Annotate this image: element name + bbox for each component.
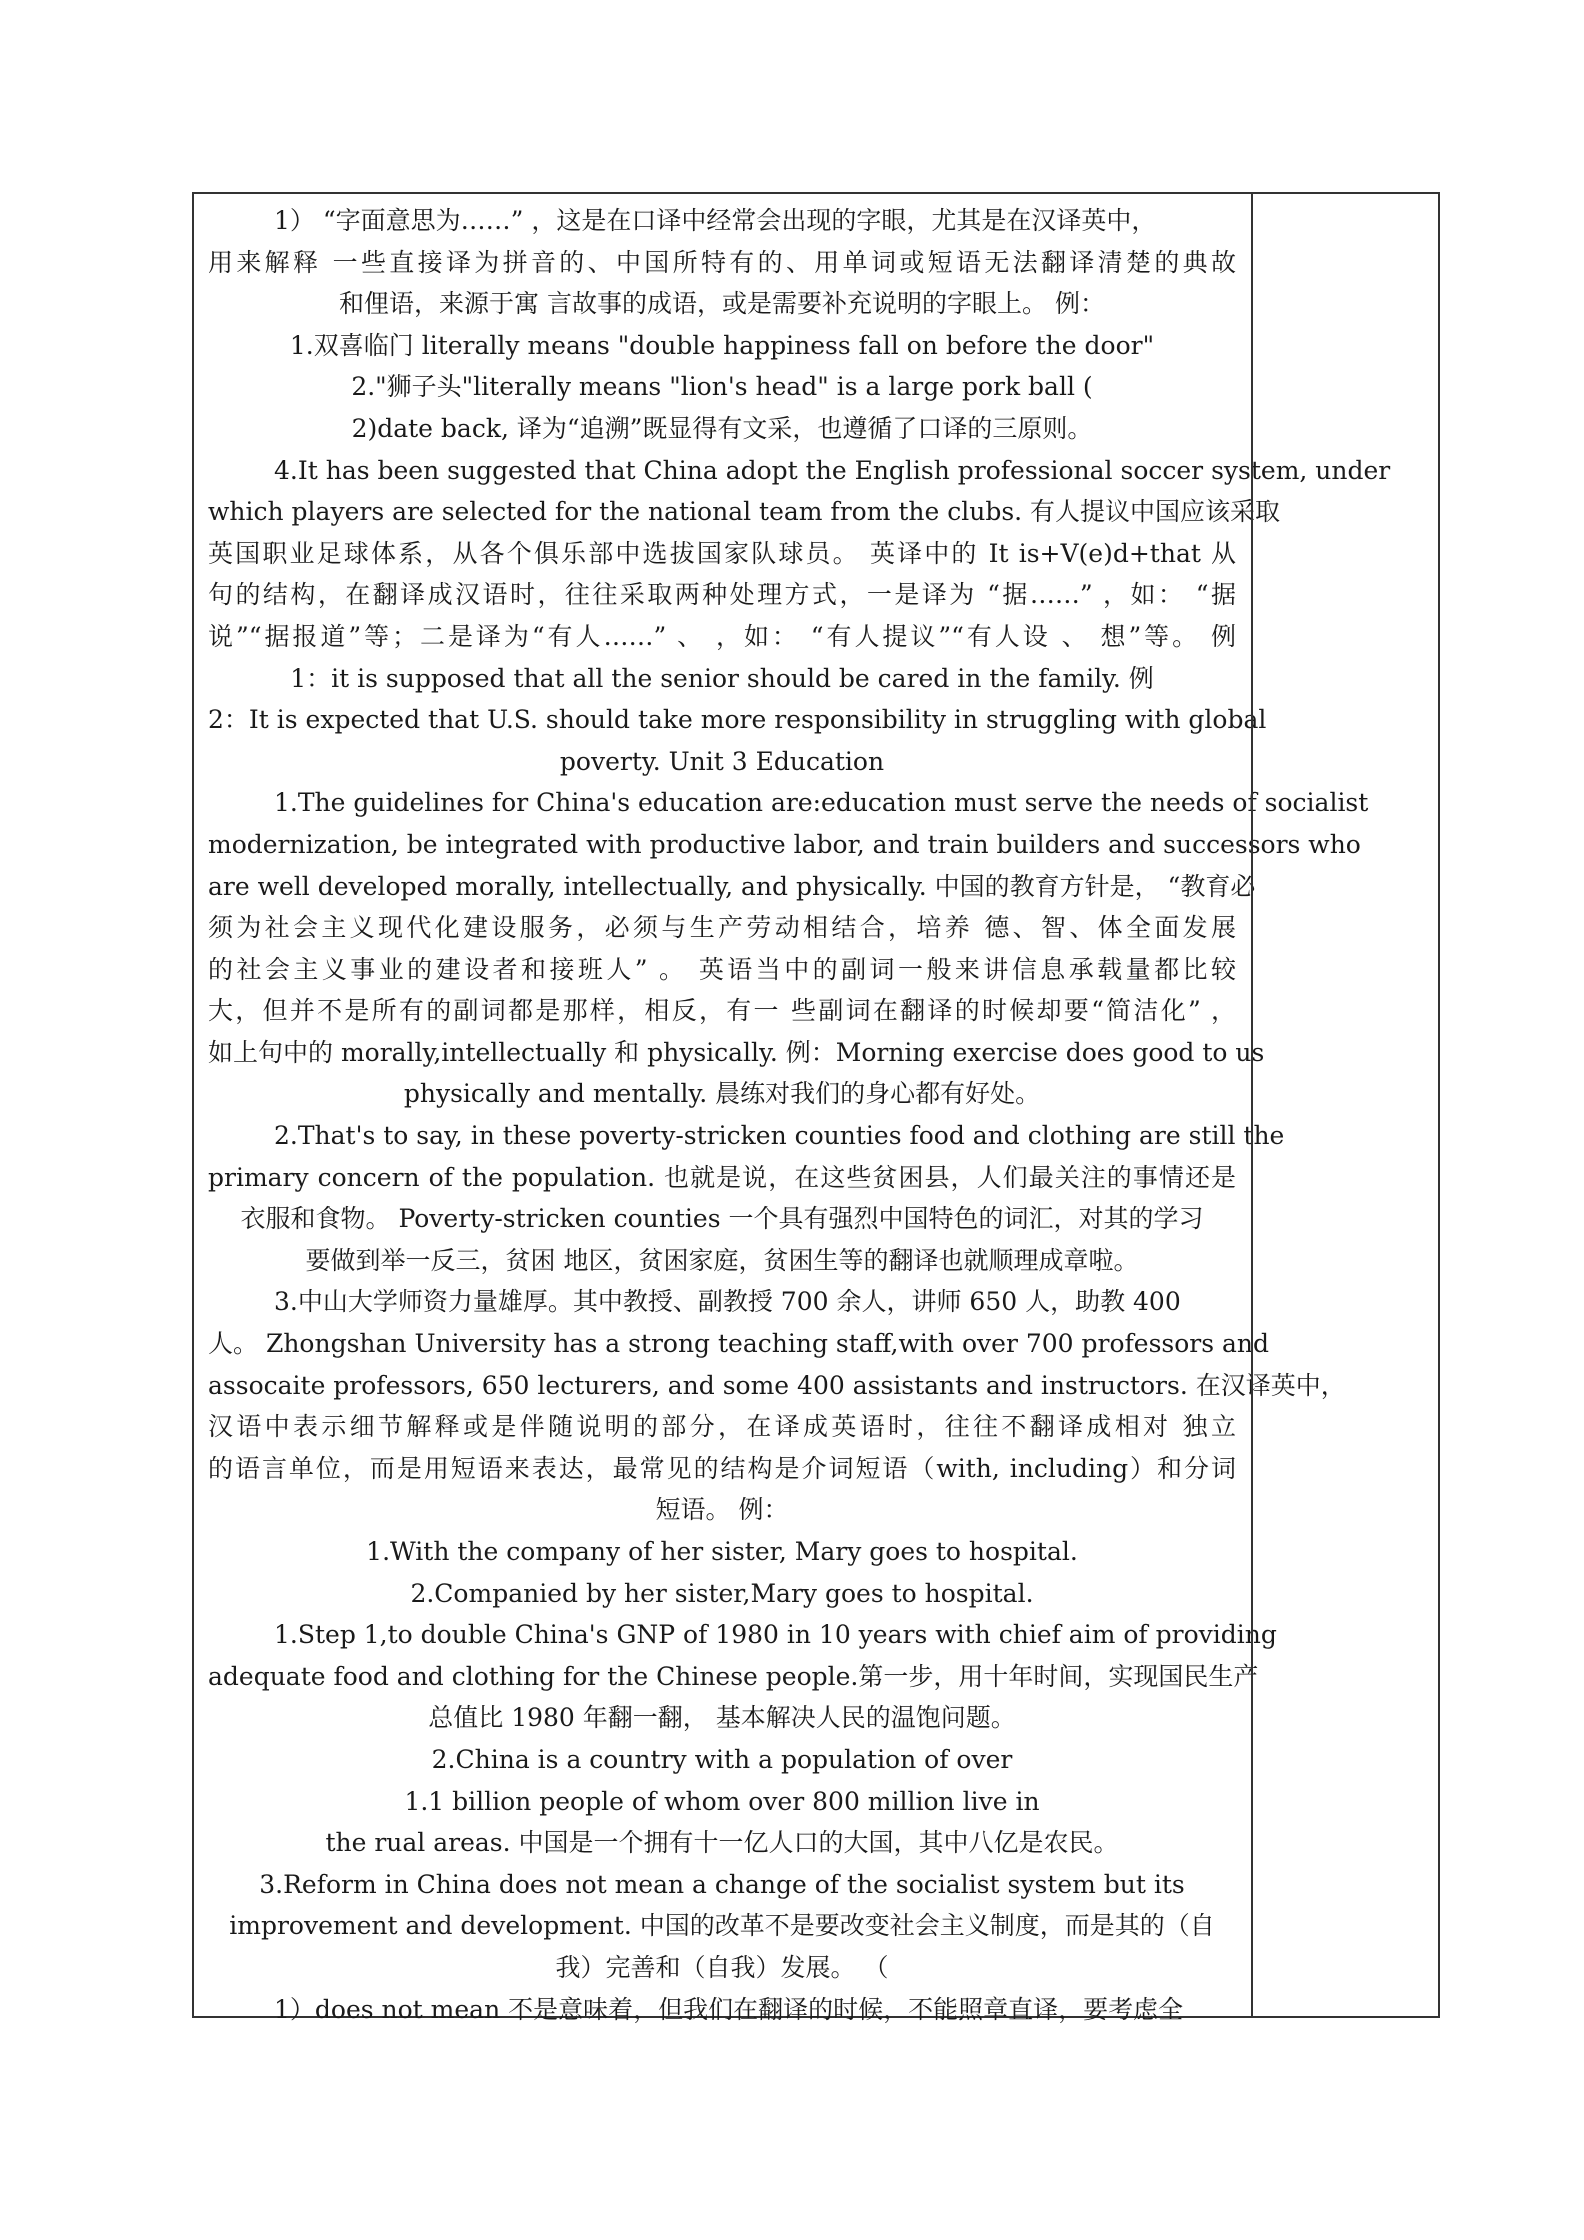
text-line: assocaite professors, 650 lecturers, and some 400 assistants and instructors. 在汉译英中， <box>208 1370 1346 1400</box>
text-line: 2."狮子头"literally means "lion's head" is a large pork ball ( <box>351 372 1093 402</box>
text-line: 1.双喜临门 literally means "double happiness fall on before the door" <box>289 330 1155 360</box>
text-line: 2.That's to say, in these poverty-stricken counties food and clothing are still the <box>274 1121 1285 1151</box>
document-table <box>192 192 1440 2024</box>
text-line: 总值比 1980 年翻一翻， 基本解决人民的温饱问题。 <box>428 1703 1016 1733</box>
text-line: primary concern of the population. 也就是说，在这些贫困县，人们最关注的事情还是 <box>208 1162 1236 1192</box>
text-line: 短语。 例： <box>655 1495 789 1525</box>
text-line: 如上句中的 morally,intellectually 和 physically. 例：Morning exercise does good to us <box>208 1037 1265 1067</box>
text-line: 和俚语，来源于寓 言故事的成语，或是需要补充说明的字眼上。 例： <box>339 289 1105 319</box>
text-line: 衣服和食物。 Poverty-stricken counties 一个具有强烈中国特色的词汇，对其的学习 <box>240 1204 1204 1234</box>
text-line: 大，但并不是所有的副词都是那样，相反，有一 些副词在翻译的时候却要“简洁化” ， <box>208 996 1236 1026</box>
text-line: 汉语中表示细节解释或是伴随说明的部分，在译成英语时，往往不翻译成相对 独立 <box>208 1412 1236 1442</box>
text-line: 2：It is expected that U.S. should take more responsibility in struggling with global <box>208 705 1267 735</box>
document-content <box>208 200 1391 2030</box>
text-line: 1：it is supposed that all the senior should be cared in the family. 例 <box>290 663 1154 693</box>
text-line: 1.With the company of her sister, Mary goes to hospital. <box>366 1537 1078 1566</box>
text-line: 说”“据报道”等；二是译为“有人……” 、 ，如： “有人提议”“有人设 、 想”等。 例 <box>208 621 1236 651</box>
text-line: 须为社会主义现代化建设服务，必须与生产劳动相结合，培养 德、智、体全面发展 <box>208 913 1236 943</box>
text-line: 3.中山大学师资力量雄厚。其中教授、副教授 700 余人，讲师 650 人，助教 400 <box>274 1287 1181 1317</box>
text-line: which players are selected for the national team from the clubs. 有人提议中国应该采取 <box>208 497 1281 527</box>
text-line: 3.Reform in China does not mean a change of the socialist system but its <box>259 1869 1185 1899</box>
text-line: the rual areas. 中国是一个拥有十一亿人口的大国，其中八亿是农民。 <box>325 1828 1119 1858</box>
text-line: 人。 Zhongshan University has a strong teaching staff,with over 700 professors and <box>208 1329 1270 1359</box>
text-line: 的语言单位，而是用短语来表达，最常见的结构是介词短语（with, including）和分词 <box>208 1453 1236 1483</box>
text-line: 用来解释 一些直接译为拼音的、中国所特有的、用单词或短语无法翻译清楚的典故 <box>208 247 1236 277</box>
text-line: adequate food and clothing for the Chinese people.第一步，用十年时间，实现国民生产 <box>208 1661 1259 1691</box>
text-line: 的社会主义事业的建设者和接班人” 。 英语当中的副词一般来讲信息承载量都比较 <box>208 954 1236 984</box>
text-line: 1.The guidelines for China's education are:education must serve the needs of socialist <box>274 788 1369 818</box>
text-line: modernization, be integrated with productive labor, and train builders and successors who <box>208 829 1361 859</box>
text-line: 1） “字面意思为……” ，这是在口译中经常会出现的字眼，尤其是在汉译英中， <box>274 206 1157 235</box>
text-line: 英国职业足球体系，从各个俱乐部中选拔国家队球员。 英译中的 It is+V(e)d+that 从 <box>208 538 1236 568</box>
text-line: 1.1 billion people of whom over 800 million live in <box>404 1786 1040 1816</box>
text-line: 2.Companied by her sister,Mary goes to hospital. <box>410 1578 1034 1608</box>
text-line: physically and mentally. 晨练对我们的身心都有好处。 <box>403 1079 1041 1109</box>
text-line: 句的结构，在翻译成汉语时，往往采取两种处理方式，一是译为 “据……” ，如： “据 <box>208 580 1236 610</box>
text-line: 1）does not mean 不是意味着，但我们在翻译的时候，不能照章直译，要考虑全 <box>274 1994 1184 2024</box>
text-line: are well developed morally, intellectually, and physically. 中国的教育方针是， “教育必 <box>208 871 1256 901</box>
text-line: 要做到举一反三，贫困 地区，贫困家庭，贫困生等的翻译也就顺理成章啦。 <box>305 1245 1139 1275</box>
text-line: improvement and development. 中国的改革不是要改变社会主义制度，而是其的（自 <box>229 1911 1215 1941</box>
empty-right-cell <box>1253 194 1438 2016</box>
text-line: 我）完善和（自我）发展。 （ <box>555 1952 889 1982</box>
text-line: 2)date back, 译为“追溯”既显得有文采，也遵循了口译的三原则。 <box>351 413 1093 443</box>
text-line: 1.Step 1,to double China's GNP of 1980 in 10 years with chief aim of providing <box>274 1620 1277 1650</box>
text-line: 4.It has been suggested that China adopt the English professional soccer system, under <box>274 455 1391 485</box>
text-line: poverty. Unit 3 Education <box>559 746 885 776</box>
text-line: 2.China is a country with a population of over <box>431 1744 1013 1774</box>
